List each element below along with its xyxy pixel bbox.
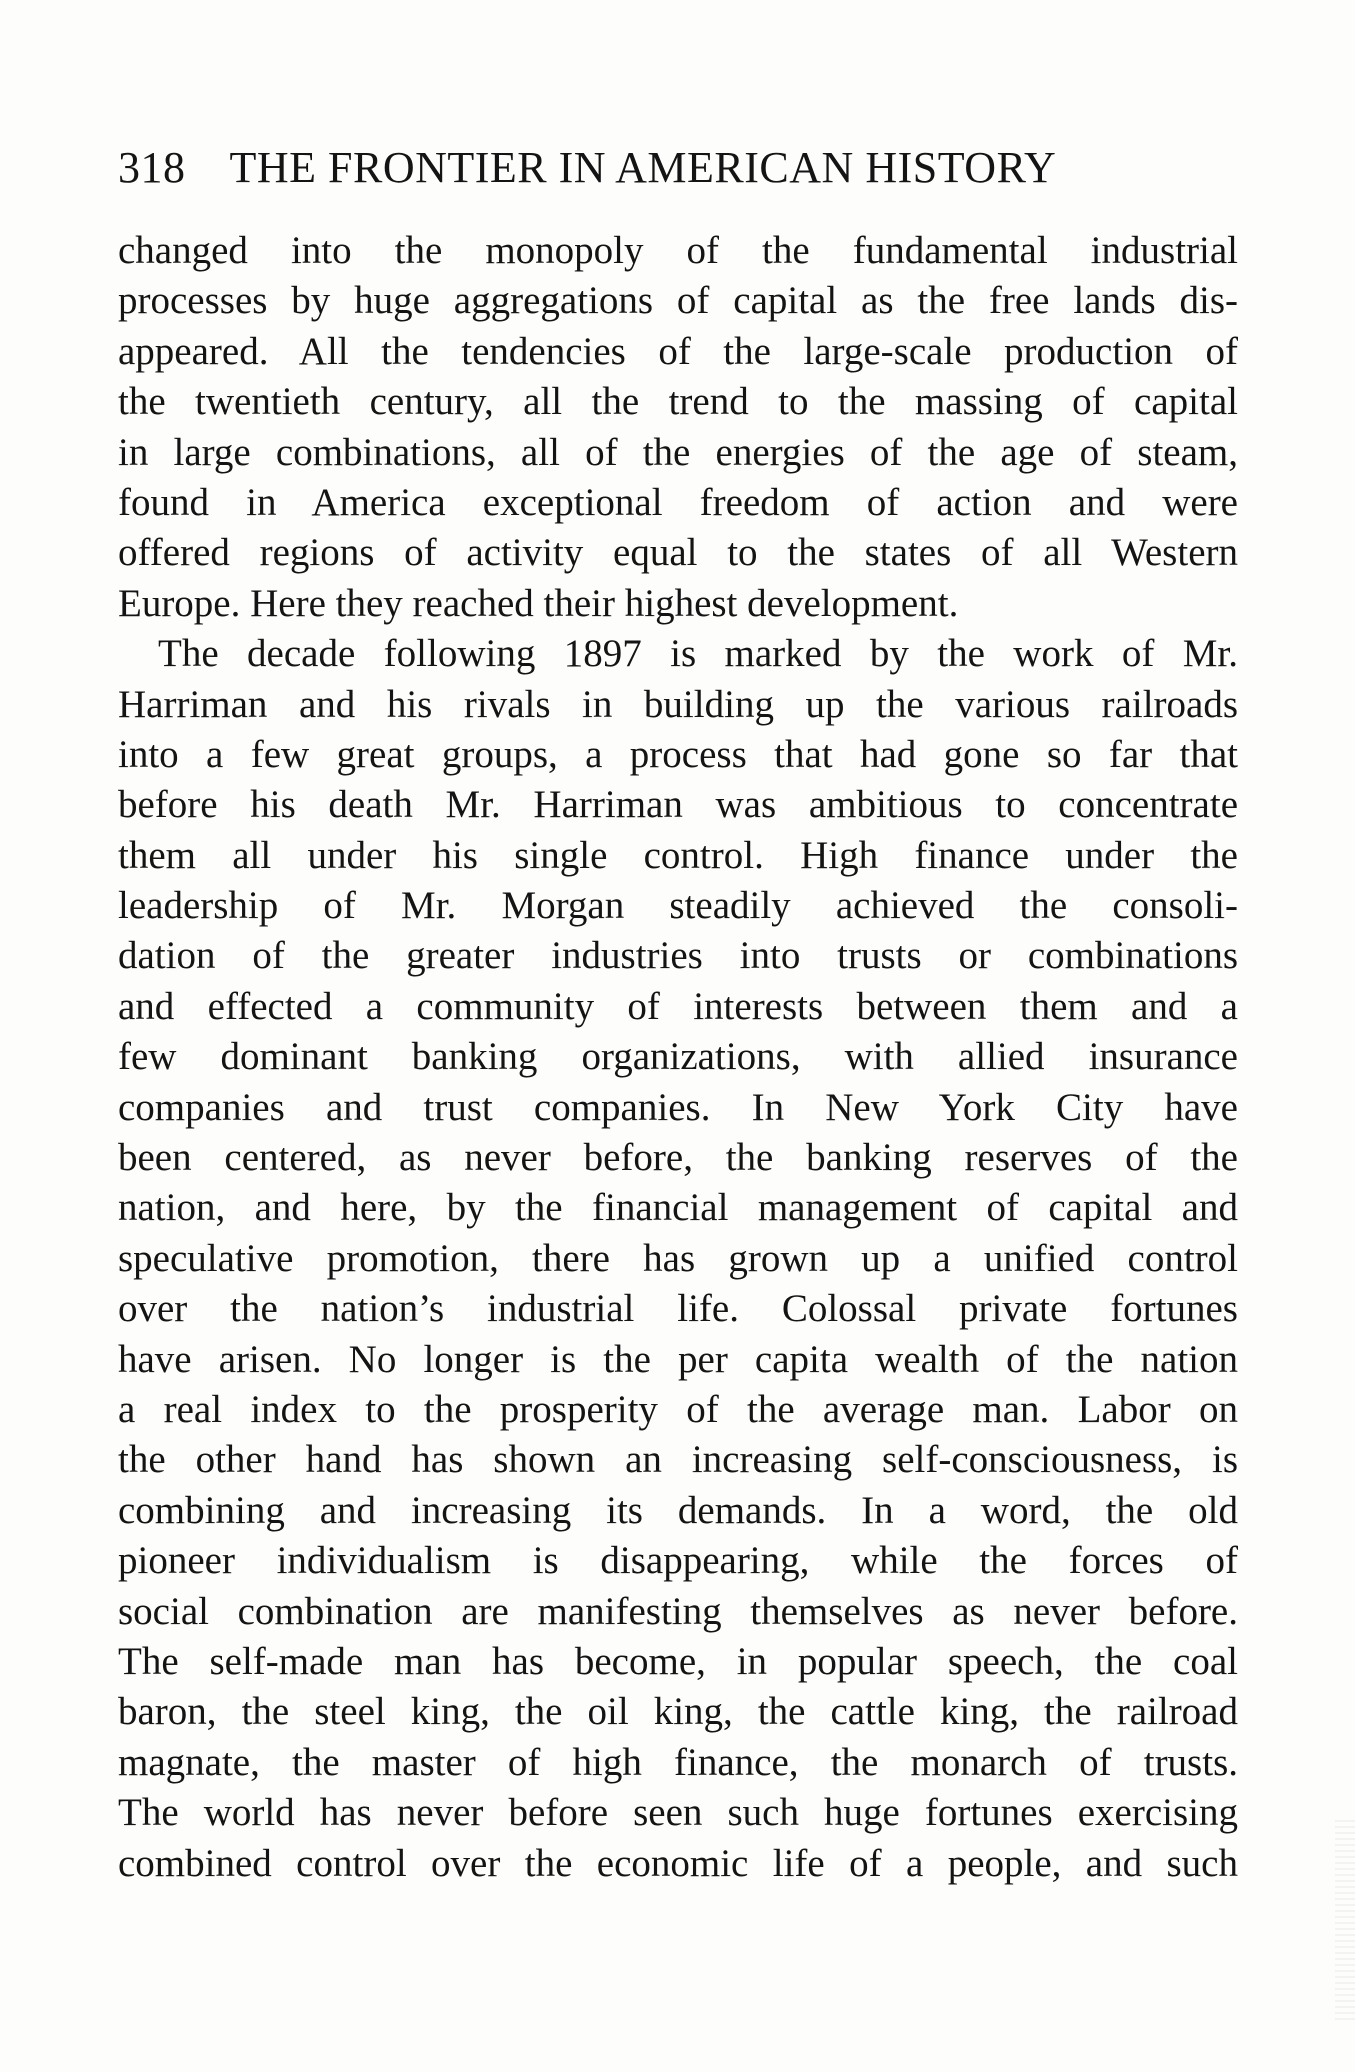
text-line: The self-made man has become, in popular speech, the coal [118, 1639, 1238, 1683]
scan-edge-artifact [1335, 1820, 1355, 2020]
text-line: changed into the monopoly of the fundamental industrial [118, 229, 1238, 272]
text-line: social combination are manifesting themselves as never before. [118, 1589, 1238, 1633]
text-line: found in America exceptional freedom of action and were [118, 480, 1238, 524]
text-line: them all under his single control. High finance under the [118, 833, 1238, 877]
text-line: baron, the steel king, the oil king, the cattle king, the railroad [118, 1690, 1238, 1734]
text-line: Harriman and his rivals in building up the various railroads [118, 682, 1238, 726]
text-line: before his death Mr. Harriman was ambitious to concentrate [118, 783, 1238, 827]
text-line: The world has never before seen such huge fortunes exercising [118, 1791, 1238, 1835]
text-line: the other hand has shown an increasing self-consciousness, is [118, 1438, 1238, 1482]
text-line: leadership of Mr. Morgan steadily achieved the consoli- [118, 884, 1238, 928]
text-line: combining and increasing its demands. In a word, the old [118, 1488, 1238, 1532]
text-line: appeared. All the tendencies of the large-scale production of [118, 329, 1238, 373]
text-line: into a few great groups, a process that had gone so far that [118, 732, 1238, 776]
text-line: over the nation’s industrial life. Colossal private fortunes [118, 1287, 1238, 1331]
text-line: dation of the greater industries into trusts or combinations [118, 934, 1238, 978]
text-line: pioneer individualism is disappearing, while the forces of [118, 1539, 1238, 1583]
running-header [118, 138, 1238, 198]
text-line: companies and trust companies. In New York City have [118, 1085, 1238, 1129]
text-line: in large combinations, all of the energies of the age of steam, [118, 430, 1238, 474]
body-text [118, 226, 1238, 1889]
text-line: a real index to the prosperity of the average man. Labor on [118, 1387, 1238, 1431]
running-title: THE FRONTIER IN AMERICAN HISTORY [229, 143, 1057, 192]
text-line: Europe. Here they reached their highest development. [118, 581, 959, 625]
text-line: processes by huge aggregations of capital as the free lands dis- [118, 279, 1238, 323]
text-line: magnate, the master of high finance, the monarch of trusts. [118, 1740, 1238, 1784]
text-line: have arisen. No longer is the per capita wealth of the nation [118, 1337, 1238, 1381]
text-line: nation, and here, by the financial management of capital and [118, 1186, 1238, 1230]
text-line: speculative promotion, there has grown up a unified control [118, 1236, 1238, 1280]
page-number: 318 [118, 143, 186, 192]
text-line: offered regions of activity equal to the states of all Western [118, 531, 1238, 575]
paragraph-start-line: The decade following 1897 is marked by the work of Mr. [158, 632, 1238, 676]
text-line: the twentieth century, all the trend to the massing of capital [118, 380, 1238, 424]
text-line: and effected a community of interests between them and a [118, 984, 1238, 1028]
text-line: combined control over the economic life of a people, and such [118, 1841, 1238, 1885]
text-line: been centered, as never before, the banking reserves of the [118, 1136, 1238, 1180]
text-line: few dominant banking organizations, with allied insurance [118, 1035, 1238, 1079]
